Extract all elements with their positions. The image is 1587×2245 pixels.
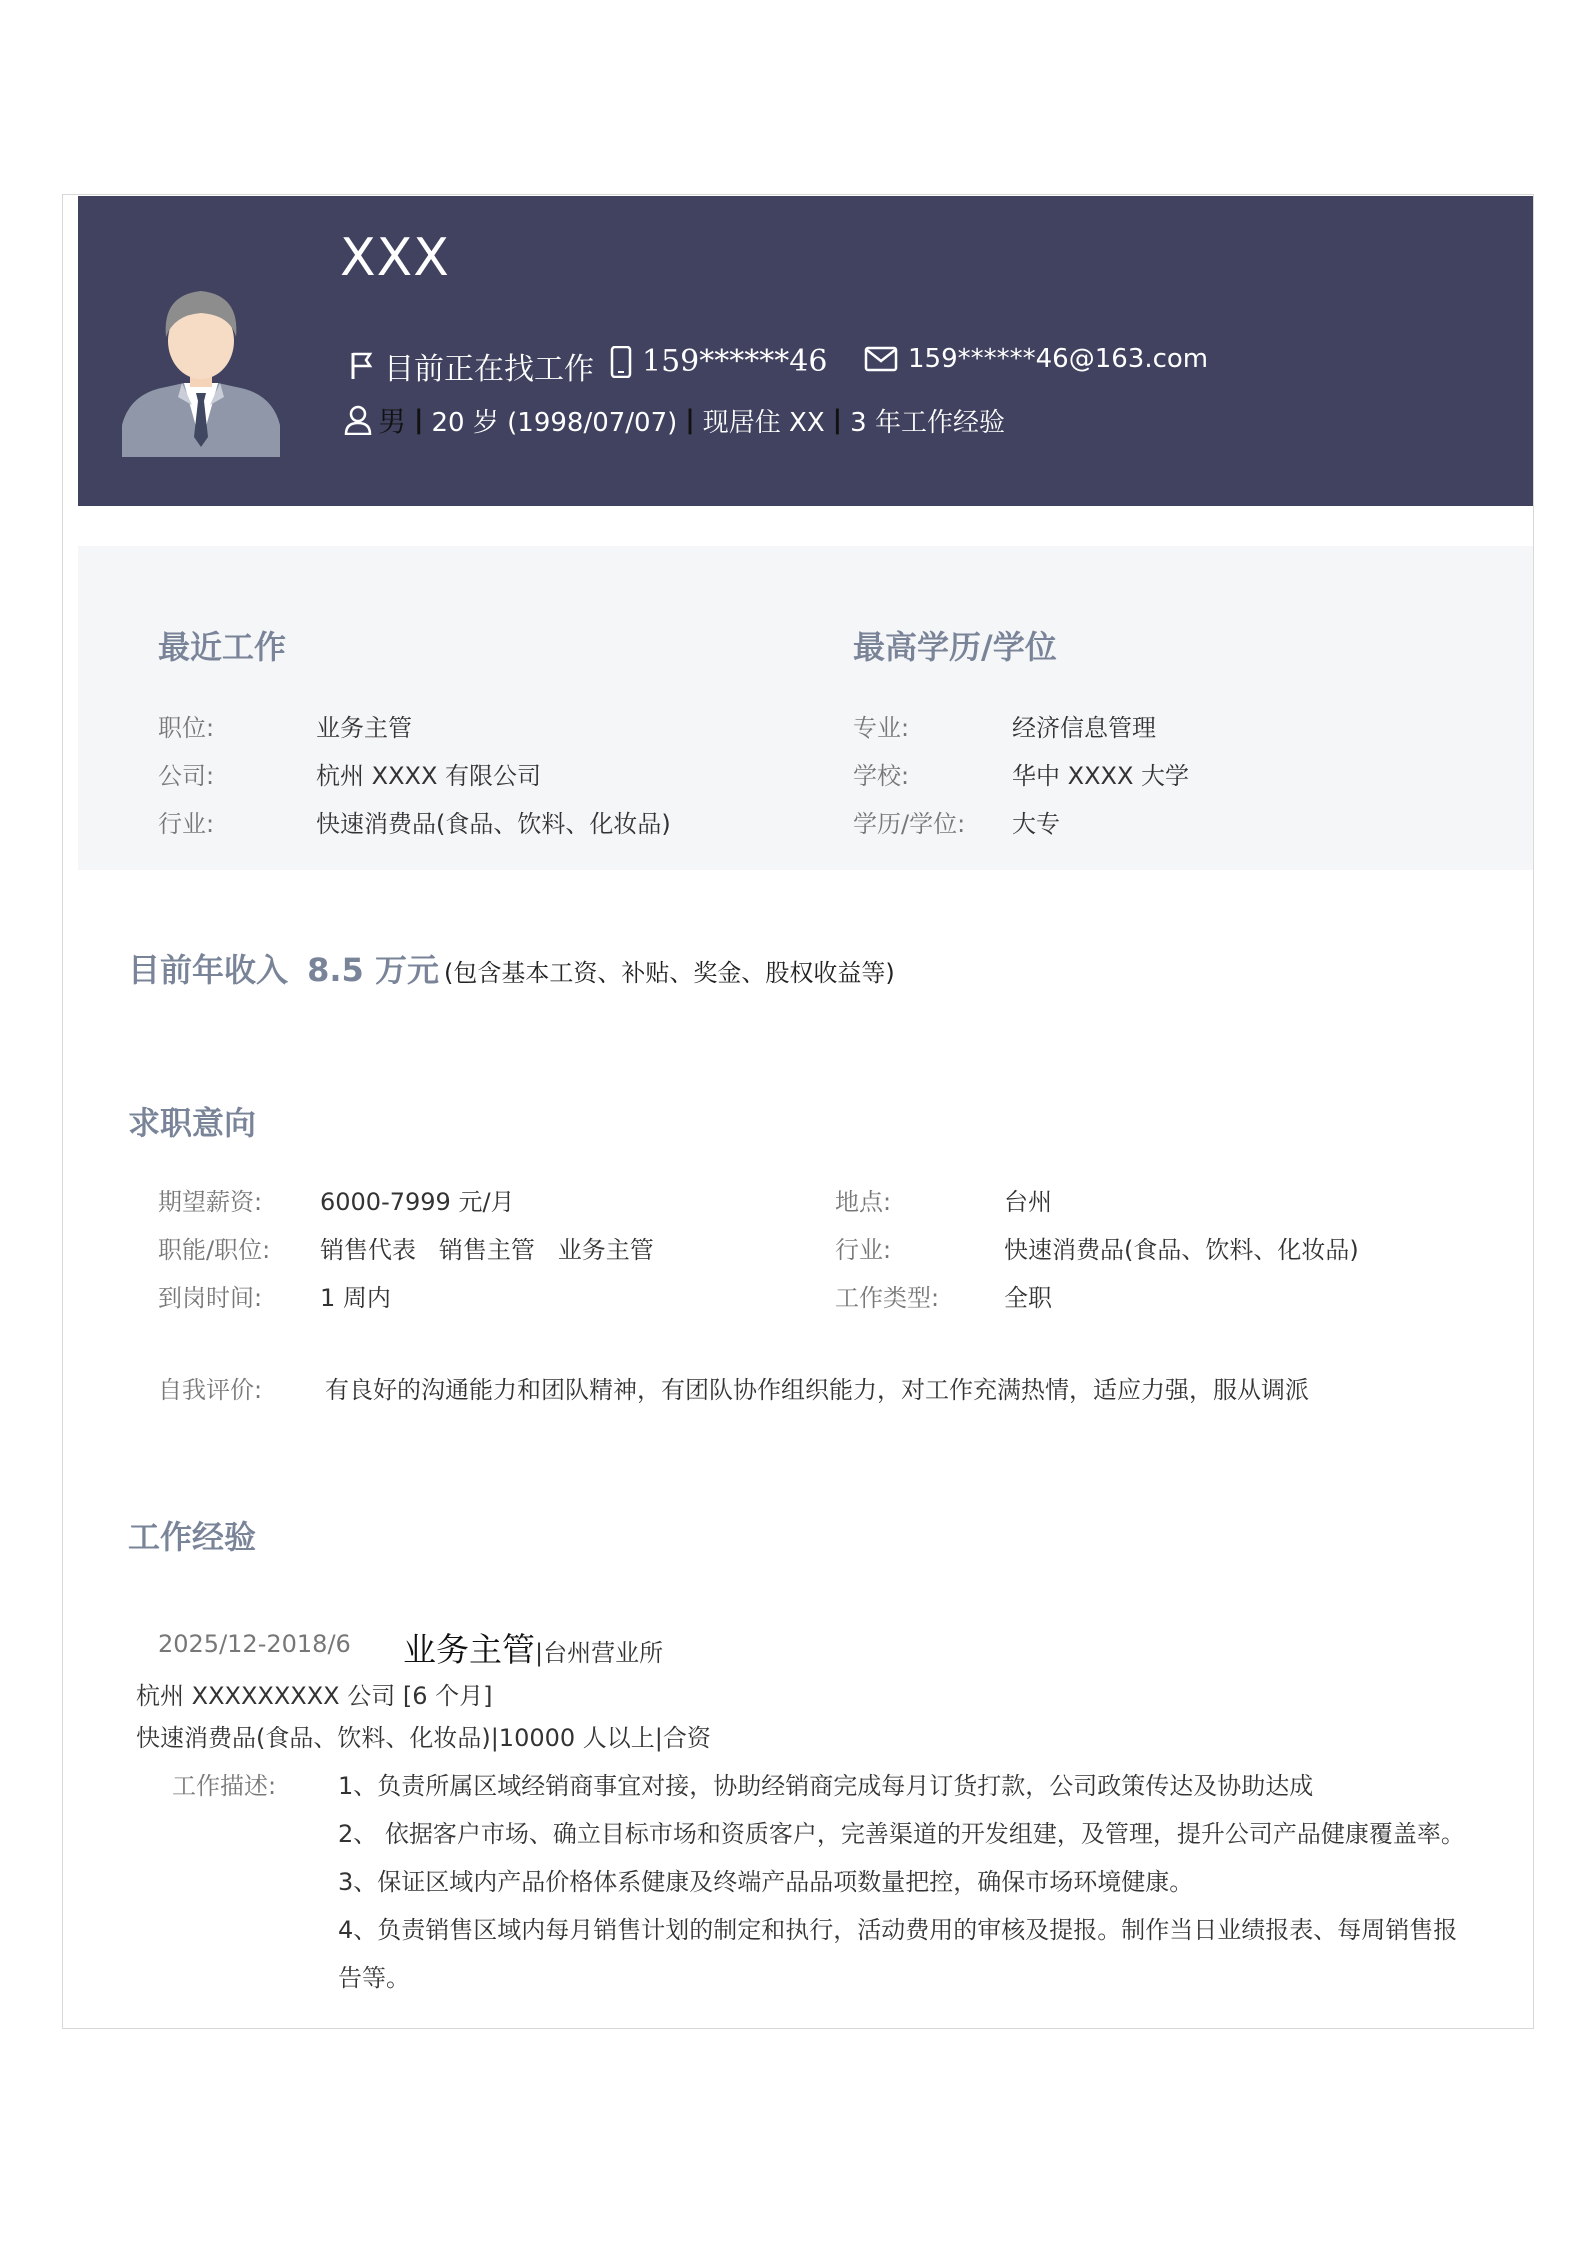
email [864,344,1208,374]
candidate-name: XXX [340,228,450,288]
work-desc-line: 4、负责销售区域内每月销售计划的制定和执行，活动费用的审核及提报。制作当日业绩报表、每周销售报 [338,1916,1458,1944]
avatar [122,275,280,457]
intent-salary-value: 6000-7999 元/月 [320,1188,515,1216]
work-desc-label: 工作描述: [172,1772,277,1800]
work-position [403,1624,663,1671]
intent-industry-value: 快速消费品(食品、饮料、化妆品) [1004,1236,1359,1264]
intent-industry-label: 行业: [835,1236,892,1264]
intent-location-label: 地点: [835,1188,892,1216]
edu-major-label: 专业: [853,714,910,742]
mail-icon [864,346,898,372]
income-line [128,945,895,991]
recent-position-value: 业务主管 [316,714,412,742]
self-eval-label: 自我评价: [158,1376,263,1404]
work-industry: 快速消费品(食品、饮料、化妆品)|10000 人以上|合资 [136,1724,711,1752]
work-desc-line: 2、 依据客户市场、确立目标市场和资质客户，完善渠道的开发组建，及管理，提升公司产品健康覆盖率。 [338,1820,1465,1848]
job-status-text: 目前正在找工作 [384,352,594,387]
phone-text: 159******46 [642,344,828,379]
work-company: 杭州 XXXXXXXXX 公司 [6 个月] [136,1682,493,1710]
edu-school-label: 学校: [853,762,910,790]
edu-major-value: 经济信息管理 [1012,714,1156,742]
intent-type-value: 全职 [1004,1284,1052,1312]
recent-industry-label: 行业: [158,810,215,838]
intent-location-value: 台州 [1004,1188,1052,1216]
recent-industry-value: 快速消费品(食品、饮料、化妆品) [316,810,671,838]
phone [610,344,827,379]
intent-start-value: 1 周内 [320,1284,391,1312]
personal-info-line: 男 | 20 岁 (1998/07/07) | 现居住 XX | 3 年工作经验 [344,400,1005,442]
intent-salary-label: 期望薪资: [158,1188,263,1216]
intent-type-label: 工作类型: [835,1284,940,1312]
income-amount: 8.5 万元 [307,951,439,989]
work-desc-line: 1、负责所属区域经销商事宜对接，协助经销商完成每月订货打款，公司政策传达及协助达成 [338,1772,1314,1800]
phone-icon [610,346,632,378]
edu-degree-value: 大专 [1012,810,1060,838]
flag-icon [350,351,374,381]
work-desc-line: 告等。 [338,1964,410,1992]
education-title: 最高学历/学位 [853,628,1057,666]
edu-school-value: 华中 XXXX 大学 [1012,762,1190,790]
summary-block [78,546,1533,870]
recent-position-label: 职位: [158,714,215,742]
income-label: 目前年收入 [128,951,289,989]
work-position-name: 业务主管 [403,1630,535,1669]
recent-company-value: 杭州 XXXX 有限公司 [316,762,542,790]
recent-work-title: 最近工作 [158,628,287,666]
intent-title: 求职意向 [128,1104,257,1142]
recent-company-label: 公司: [158,762,215,790]
user-icon [344,405,372,435]
income-note: (包含基本工资、补贴、奖金、股权收益等) [444,959,895,987]
work-desc-line: 3、保证区域内产品价格体系健康及终端产品品项数量把控，确保市场环境健康。 [338,1868,1194,1896]
work-period: 2025/12-2018/6 [158,1630,351,1658]
gender: 男 [378,405,407,438]
edu-degree-label: 学历/学位: [853,810,966,838]
residence: 现居住 XX [702,407,825,438]
intent-start-label: 到岗时间: [158,1284,263,1312]
work-dept: |台州营业所 [535,1639,664,1667]
age: 20 岁 (1998/07/07) [431,407,678,438]
work-years: 3 年工作经验 [850,407,1005,438]
work-title: 工作经验 [128,1518,257,1556]
email-text[interactable]: 159******46@163.com [908,344,1209,374]
intent-role-value: 销售代表 销售主管 业务主管 [320,1236,654,1264]
self-eval-value: 有良好的沟通能力和团队精神，有团队协作组织能力，对工作充满热情，适应力强，服从调派 [325,1376,1309,1404]
job-status [350,344,594,388]
intent-role-label: 职能/职位: [158,1236,271,1264]
